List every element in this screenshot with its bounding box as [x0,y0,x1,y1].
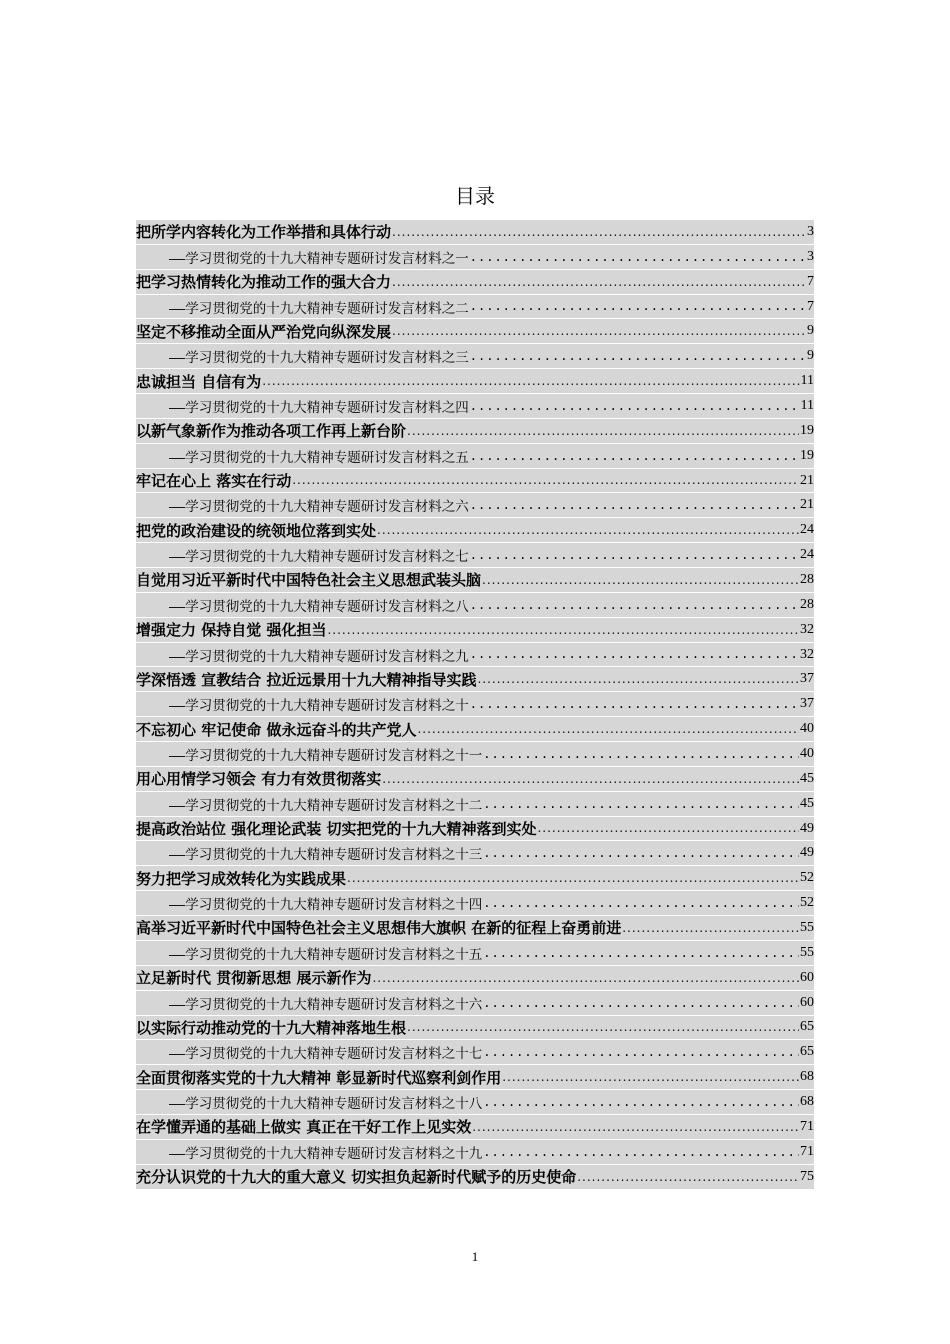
dot-leader [470,599,799,617]
dot-leader [470,300,806,318]
toc-entry[interactable] [136,319,814,344]
toc-entry-text: ——学习贯彻党的十九大精神专题研讨发言材料之六 [169,499,469,516]
toc-entry-text: ——学习贯彻党的十九大精神专题研讨发言材料之二 [169,300,469,317]
toc-subentry[interactable] [136,742,814,767]
toc-entry-page: 52 [800,895,814,911]
toc-entry-page: 9 [807,323,814,339]
toc-entry-text: ——学习贯彻党的十九大精神专题研讨发言材料之八 [169,598,469,615]
toc-entry-text: 在学懂弄通的基础上做实 真正在干好工作上见实效 [136,1118,472,1137]
dot-leader [470,549,799,567]
toc-entry[interactable] [136,369,814,394]
dot-leader [470,251,806,269]
toc-subentry[interactable] [136,1090,814,1115]
toc-entry[interactable] [136,518,814,543]
dot-leader [470,350,806,368]
dot-leader [470,698,799,716]
dot-leader [377,524,799,542]
dot-leader [407,1021,799,1039]
toc-entry-text: 充分认识党的十九大的重大意义 切实担负起新时代赋予的历史使命 [136,1168,577,1187]
dot-leader [483,847,799,865]
toc-entry-page: 45 [800,770,814,786]
dot-leader [262,375,799,393]
toc-entry-text: 以实际行动推动党的十九大精神落地生根 [136,1018,407,1037]
dot-leader [392,226,806,244]
toc-subentry[interactable] [136,891,814,916]
toc-entry-text: 提高政治站位 强化理论武装 切实把党的十九大精神落到实处 [136,820,537,839]
toc-entry-text: 高举习近平新时代中国特色社会主义思想伟大旗帜 在新的征程上奋勇前进 [136,919,622,938]
dot-leader [472,1121,799,1139]
dot-leader [470,450,799,468]
dot-leader [470,499,799,517]
toc-entry-page: 68 [800,1094,814,1109]
dot-leader [537,822,799,840]
dot-leader [482,574,799,592]
toc-entry-page: 75 [800,1168,814,1184]
toc-entry-page: 60 [800,969,814,985]
dot-leader [417,723,799,741]
toc-entry-text: 把学习热情转化为推动工作的强大合力 [136,273,392,292]
toc-entry-text: ——学习贯彻党的十九大精神专题研讨发言材料之一 [169,250,469,267]
toc-subentry[interactable] [136,841,814,866]
toc-entry[interactable] [136,1065,814,1090]
dot-leader [292,474,799,492]
toc-subentry[interactable] [136,792,814,817]
toc-entry-page: 37 [800,671,814,687]
toc-subentry[interactable] [136,593,814,618]
toc-entry[interactable] [136,419,814,444]
toc-entry-page: 55 [800,944,814,960]
toc-entry-text: ——学习贯彻党的十九大精神专题研讨发言材料之十八 [169,1096,483,1112]
toc-entry-text: ——学习贯彻党的十九大精神专题研讨发言材料之十四 [169,897,483,914]
toc-entry-page: 19 [800,447,814,463]
toc-subentry[interactable] [136,543,814,568]
toc-subentry[interactable] [136,245,814,270]
toc-entry[interactable] [136,469,814,494]
dot-leader [327,624,799,642]
toc-entry-text: ——学习贯彻党的十九大精神专题研讨发言材料之三 [169,350,469,367]
toc-entry-page: 24 [800,547,814,563]
toc-entry-page: 11 [800,397,814,413]
toc-entry-page: 32 [800,621,814,637]
dot-leader [622,922,799,940]
toc-entry-text: 把党的政治建设的统领地位落到实处 [136,521,377,540]
toc-entry-text: 牢记在心上 落实在行动 [136,472,292,491]
dot-leader [502,1071,799,1089]
toc-subentry[interactable] [136,1040,814,1065]
toc-subentry[interactable] [136,295,814,320]
toc-entry-page: 11 [800,373,814,389]
dot-leader [483,748,799,766]
toc-entry[interactable] [136,966,814,991]
toc-entry-page: 52 [800,870,814,886]
toc-entry[interactable] [136,618,814,643]
toc-entry[interactable] [136,717,814,742]
toc-entry[interactable] [136,817,814,842]
toc-entry-page: 55 [800,919,814,935]
toc-entry-text: ——学习贯彻党的十九大精神专题研讨发言材料之十 [169,698,469,715]
dot-leader [382,773,799,791]
dot-leader [483,897,799,915]
toc-entry-text: 全面贯彻落实党的十九大精神 彰显新时代巡察利剑作用 [136,1068,502,1087]
toc-entry-text: 坚定不移推动全面从严治党向纵深发展 [136,322,392,341]
toc-entry-page: 60 [800,994,814,1010]
dot-leader [372,972,799,990]
toc-entry-text: ——学习贯彻党的十九大精神专题研讨发言材料之十三 [169,847,483,864]
toc-subentry[interactable] [136,493,814,518]
toc-entry-page: 21 [800,497,814,513]
toc-entry[interactable] [136,667,814,692]
toc-entry[interactable] [136,767,814,792]
toc-entry-text: ——学习贯彻党的十九大精神专题研讨发言材料之十一 [169,747,483,764]
toc-entry[interactable] [136,220,814,245]
toc-entry-page: 49 [800,820,814,836]
toc-entry-page: 28 [800,571,814,587]
toc-subentry[interactable] [136,643,814,668]
dot-leader [483,1046,799,1064]
dot-leader [347,872,799,890]
toc-entry[interactable] [136,1115,814,1140]
toc-subentry[interactable] [136,941,814,966]
toc-entry-text: ——学习贯彻党的十九大精神专题研讨发言材料之九 [169,648,469,665]
toc-entry-text: 把所学内容转化为工作举措和具体行动 [136,223,392,242]
toc-entry-text: 用心用情学习领会 有力有效贯彻落实 [136,770,382,789]
toc-entry-page: 45 [800,795,814,811]
toc-entry-text: 立足新时代 贯彻新思想 展示新作为 [136,969,372,988]
dot-leader [407,425,799,443]
toc-entry[interactable] [136,568,814,593]
toc-entry[interactable] [136,1165,814,1190]
toc-entry-page: 19 [800,422,814,438]
toc-entry-page: 21 [800,472,814,488]
toc-entry-page: 71 [800,1118,814,1134]
toc-entry-page: 3 [807,223,814,239]
toc-entry[interactable] [136,866,814,891]
toc-entry-page: 32 [800,646,814,662]
toc-entry-text: ——学习贯彻党的十九大精神专题研讨发言材料之五 [169,449,469,466]
toc-entry-text: 自觉用习近平新时代中国特色社会主义思想武装头脑 [136,571,482,590]
toc-entry-text: ——学习贯彻党的十九大精神专题研讨发言材料之十五 [169,946,483,963]
table-of-contents [136,220,814,1190]
toc-entry-page: 37 [800,696,814,712]
toc-entry-text: 不忘初心 牢记使命 做永远奋斗的共产党人 [136,720,417,739]
toc-entry-page: 71 [800,1143,814,1159]
toc-subentry[interactable] [136,991,814,1016]
toc-entry-text: ——学习贯彻党的十九大精神专题研讨发言材料之十七 [169,1046,483,1063]
toc-entry-page: 7 [807,273,814,289]
toc-subentry[interactable] [136,394,814,419]
toc-entry-text: 忠诚担当 自信有为 [136,372,262,391]
dot-leader [483,997,799,1015]
toc-entry[interactable] [136,1016,814,1041]
toc-subentry[interactable] [136,444,814,469]
toc-entry-text: ——学习贯彻党的十九大精神专题研讨发言材料之十二 [169,797,483,814]
toc-entry-page: 9 [807,348,814,364]
toc-entry-page: 49 [800,845,814,861]
toc-entry[interactable] [136,270,814,295]
dot-leader [483,1146,799,1164]
toc-entry-page: 3 [807,248,814,264]
toc-subentry[interactable] [136,692,814,717]
toc-entry-text: ——学习贯彻党的十九大精神专题研讨发言材料之十九 [169,1145,483,1162]
dot-leader [392,276,806,294]
dot-leader [483,1096,799,1114]
toc-entry-page: 7 [807,298,814,314]
dot-leader [477,673,799,691]
toc-entry-text: 学深悟透 宣教结合 拉近远景用十九大精神指导实践 [136,670,477,689]
toc-entry-page: 68 [800,1069,814,1085]
toc-entry-page: 40 [800,721,814,737]
dot-leader [470,648,799,666]
toc-subentry[interactable] [136,344,814,369]
toc-entry-text: ——学习贯彻党的十九大精神专题研讨发言材料之七 [169,549,469,566]
toc-entry[interactable] [136,916,814,941]
toc-entry-text: 以新气象新作为推动各项工作再上新台阶 [136,422,407,441]
dot-leader [483,798,799,816]
toc-entry-page: 24 [800,522,814,538]
toc-entry-page: 65 [800,1019,814,1035]
toc-subentry[interactable] [136,1140,814,1165]
toc-title: 目录 [455,184,495,208]
dot-leader [577,1171,799,1189]
toc-entry-text: ——学习贯彻党的十九大精神专题研讨发言材料之十六 [169,996,483,1013]
toc-entry-text: ——学习贯彻党的十九大精神专题研讨发言材料之四 [169,399,469,416]
toc-entry-page: 65 [800,1044,814,1060]
page-number: 1 [471,1249,479,1264]
toc-entry-text: 增强定力 保持自觉 强化担当 [136,621,327,640]
toc-entry-page: 40 [800,745,814,761]
dot-leader [470,400,800,418]
dot-leader [392,325,806,343]
toc-entry-page: 28 [800,596,814,612]
dot-leader [483,947,799,965]
toc-entry-text: 努力把学习成效转化为实践成果 [136,869,347,888]
